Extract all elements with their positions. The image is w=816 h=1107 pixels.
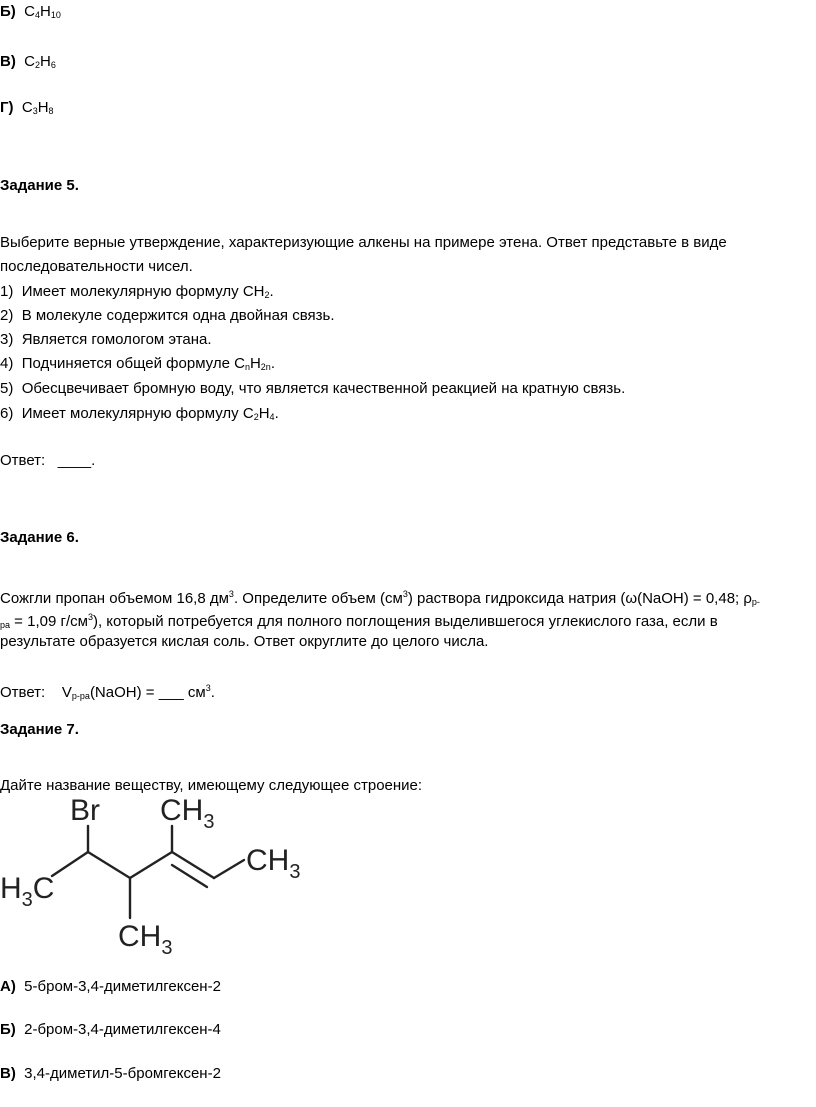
task5-title: Задание 5. (0, 177, 79, 194)
bond-c1-c2 (52, 852, 88, 876)
task5-text-line1: Выберите верные утверждение, характеризующие алкены на примере этена. Ответ представьте в виде (0, 234, 727, 251)
structural-formula (0, 790, 320, 960)
answer-blank[interactable]: ____. (57, 452, 96, 469)
task6-answer: Ответ: $V_{р-ра}(NaOH)$ = ___ $см^3$. (0, 683, 215, 701)
bond-c5-c6 (214, 860, 244, 878)
option-letter: Г) (0, 99, 14, 116)
bond-c2-c3 (88, 852, 130, 878)
option-letter: Б) (0, 1021, 16, 1038)
option-letter: В) (0, 1065, 16, 1082)
task6-title: Задание 6. (0, 529, 79, 546)
task6-text-line2: $_{ра}$ = 1,09 $г/см^3$), который потребуется для полного поглощения выделившегося углекислого газа, если в (0, 612, 718, 630)
task7-option-v[interactable] (0, 1064, 221, 1084)
task5-item-1: 1) Имеет молекулярную формулу $CH_2$. (0, 283, 274, 300)
answer-label: Ответ: (0, 452, 46, 469)
option-text: 2-бром-3,4-диметилгексен-4 (24, 1021, 221, 1038)
task5-item-4: 4) Подчиняется общей формуле $C_nH_{2n}$. (0, 355, 275, 372)
option-text: 3,4-диметил-5-бромгексен-2 (24, 1065, 221, 1082)
task5-item-3: 3) Является гомологом этана. (0, 331, 212, 348)
answer-blank[interactable]: (NaOH) = ___ см (89, 684, 206, 701)
task7-option-a[interactable] (0, 977, 221, 997)
option-letter: В) (0, 53, 16, 70)
atom-ch3-right: $CH_3$ (246, 844, 301, 883)
answer-label: Ответ: (0, 684, 46, 701)
task7-text: Дайте название веществу, имеющему следующее строение: (0, 777, 423, 794)
atom-h3c: $H_3C$ (0, 872, 55, 911)
task5-item-2: 2) В молекуле содержится одна двойная связь. (0, 307, 335, 324)
option-v-prev: В) $C_2H_6$ (0, 53, 56, 70)
task6-text-line3: результате образуется кислая соль. Ответ округлите до целого числа. (0, 633, 489, 650)
task7-option-b[interactable] (0, 1020, 221, 1040)
task5-answer (0, 451, 95, 471)
task7-title: Задание 7. (0, 721, 79, 738)
task6-text-line1: Сожгли пропан объемом 16,8 $дм^3$. Определите объем $(см^3)$ раствора гидроксида натрия (ω(NaOH) = 0,48; $\rho_{р-}$ (0, 589, 760, 607)
option-text: 5-бром-3,4-диметилгексен-2 (24, 978, 221, 995)
task5-item-5: 5) Обесцвечивает бромную воду, что является качественной реакцией на кратную связь. (0, 380, 626, 397)
atom-br: Br (70, 794, 100, 827)
option-b-prev: Б) $C_4H_{10}$ (0, 3, 61, 20)
task5-item-6: 6) Имеет молекулярную формулу $C_2H_4$. (0, 405, 279, 422)
option-letter: А) (0, 978, 16, 995)
bond-c3-c4 (130, 852, 172, 878)
atom-ch3-bottom: $CH_3$ (118, 920, 173, 959)
bond-c4-c5-double-b (172, 865, 207, 887)
option-g-prev: Г) $C_3H_8$ (0, 99, 54, 116)
atom-ch3-top: $CH_3$ (160, 794, 215, 833)
option-letter: Б) (0, 3, 16, 20)
task5-text-line2: последовательности чисел. (0, 258, 193, 275)
bond-c4-c5-double-a (172, 852, 214, 878)
